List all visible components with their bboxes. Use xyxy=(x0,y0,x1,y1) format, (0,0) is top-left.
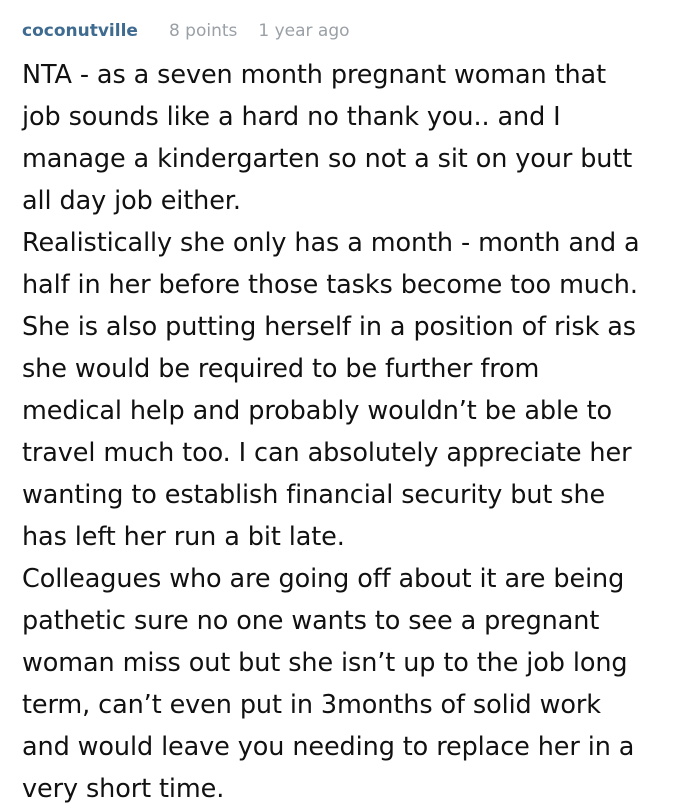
points-count: 8 points xyxy=(168,21,238,41)
comment-line: very short time. xyxy=(22,774,225,804)
comment-line: half in her before those tasks become too much. xyxy=(22,270,638,300)
comment-line: job sounds like a hard no thank you.. and I xyxy=(22,102,561,132)
comment-meta xyxy=(22,16,682,46)
timestamp: 1 year ago xyxy=(258,21,350,41)
comment-line: pathetic sure no one wants to see a pregnant xyxy=(22,606,600,636)
comment xyxy=(22,16,682,810)
comment-line: manage a kindergarten so not a sit on your butt xyxy=(22,144,633,174)
comment-line: woman miss out but she isn’t up to the job long xyxy=(22,648,628,678)
comment-line: NTA - as a seven month pregnant woman that xyxy=(22,60,606,90)
comment-line: all day job either. xyxy=(22,186,241,216)
comment-line: and would leave you needing to replace her in a xyxy=(22,732,635,762)
username-link[interactable]: coconutville xyxy=(22,21,138,41)
comment-line: She is also putting herself in a position of risk as xyxy=(22,312,636,342)
comment-line: has left her run a bit late. xyxy=(22,522,345,552)
comment-line: medical help and probably wouldn’t be able to xyxy=(22,396,612,426)
comment-line: she would be required to be further from xyxy=(22,354,540,384)
comment-line: term, can’t even put in 3months of solid work xyxy=(22,690,601,720)
comment-line: travel much too. I can absolutely appreciate her xyxy=(22,438,632,468)
comment-line: Realistically she only has a month - month and a xyxy=(22,228,640,258)
comment-line: Colleagues who are going off about it are being xyxy=(22,564,625,594)
comment-line: wanting to establish financial security but she xyxy=(22,480,606,510)
comment-body xyxy=(22,54,682,810)
